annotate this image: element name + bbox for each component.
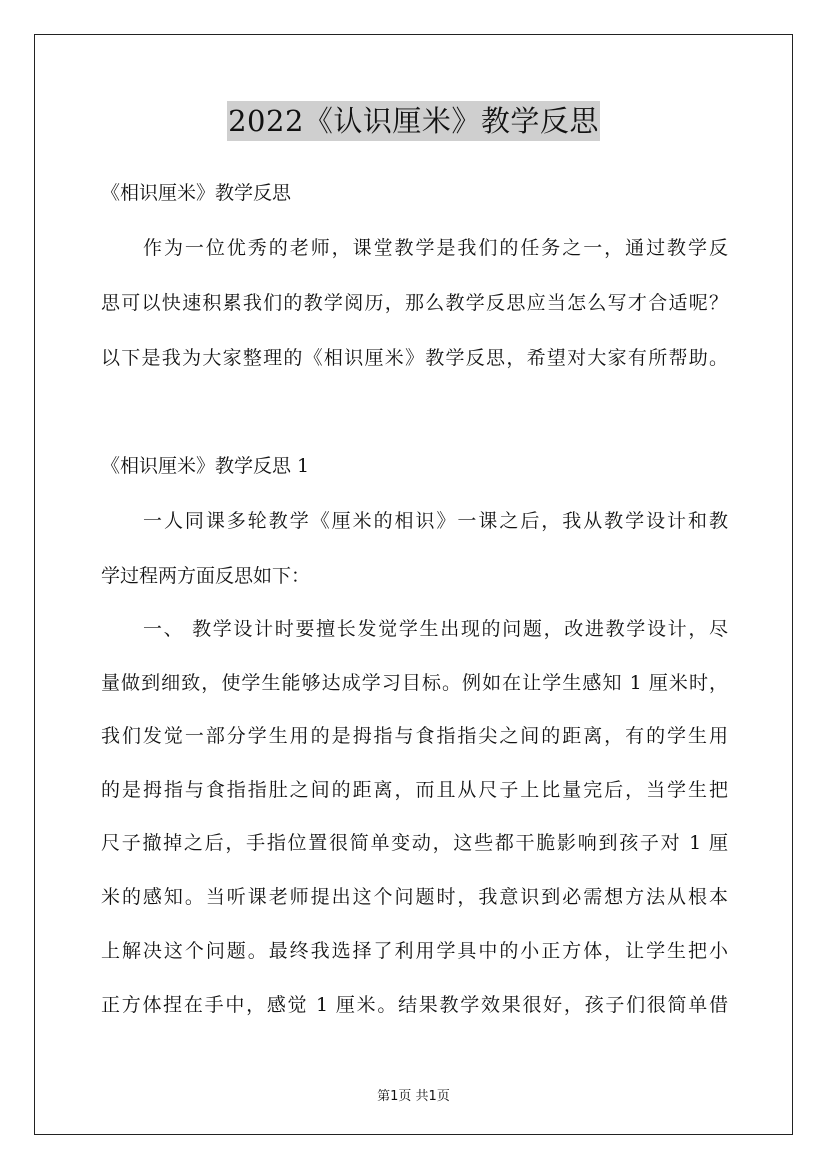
intro-line: 作为一位优秀的老师，课堂教学是我们的任务之一，通过教学反 bbox=[143, 237, 728, 259]
paragraph-line: 我们发觉一部分学生用的是拇指与食指指尖之间的距离，有的学生用 bbox=[101, 725, 728, 747]
paragraph-line: 上解决这个问题。最终我选择了利用学具中的小正方体，让学生把小 bbox=[101, 940, 728, 962]
document-title: 2022《认识厘米》教学反思 bbox=[227, 101, 600, 141]
paragraph-line: 一、 教学设计时要擅长发觉学生出现的问题，改进教学设计，尽 bbox=[143, 618, 728, 640]
paragraph-line: 正方体捏在手中，感觉 1 厘米。结果教学效果很好，孩子们很简单借 bbox=[101, 994, 728, 1016]
intro-line: 思可以快速积累我们的教学阅历，那么教学反思应当怎么写才合适呢？ bbox=[101, 292, 728, 314]
page-number-footer: 第1页 共1页 bbox=[377, 1089, 450, 1104]
paragraph-line: 量做到细致，使学生能够达成学习目标。例如在让学生感知 1 厘米时， bbox=[101, 672, 728, 694]
title-container bbox=[0, 101, 827, 141]
intro-line: 以下是我为大家整理的《相识厘米》教学反思，希望对大家有所帮助。 bbox=[101, 347, 728, 369]
paragraph-line: 米的感知。当听课老师提出这个问题时，我意识到必需想方法从根本 bbox=[101, 886, 728, 908]
paragraph-line: 学过程两方面反思如下： bbox=[101, 565, 311, 587]
paragraph-line: 一人同课多轮教学《厘米的相识》一课之后，我从教学设计和教 bbox=[143, 510, 728, 532]
paragraph-line: 尺子撤掉之后，手指位置很简单变动，这些都干脆影响到孩子对 1 厘 bbox=[101, 832, 728, 854]
paragraph-line: 的是拇指与食指指肚之间的距离，而且从尺子上比量完后，当学生把 bbox=[101, 779, 728, 801]
document-subtitle: 《相识厘米》教学反思 bbox=[101, 182, 292, 204]
section-heading: 《相识厘米》教学反思 1 bbox=[101, 455, 310, 477]
